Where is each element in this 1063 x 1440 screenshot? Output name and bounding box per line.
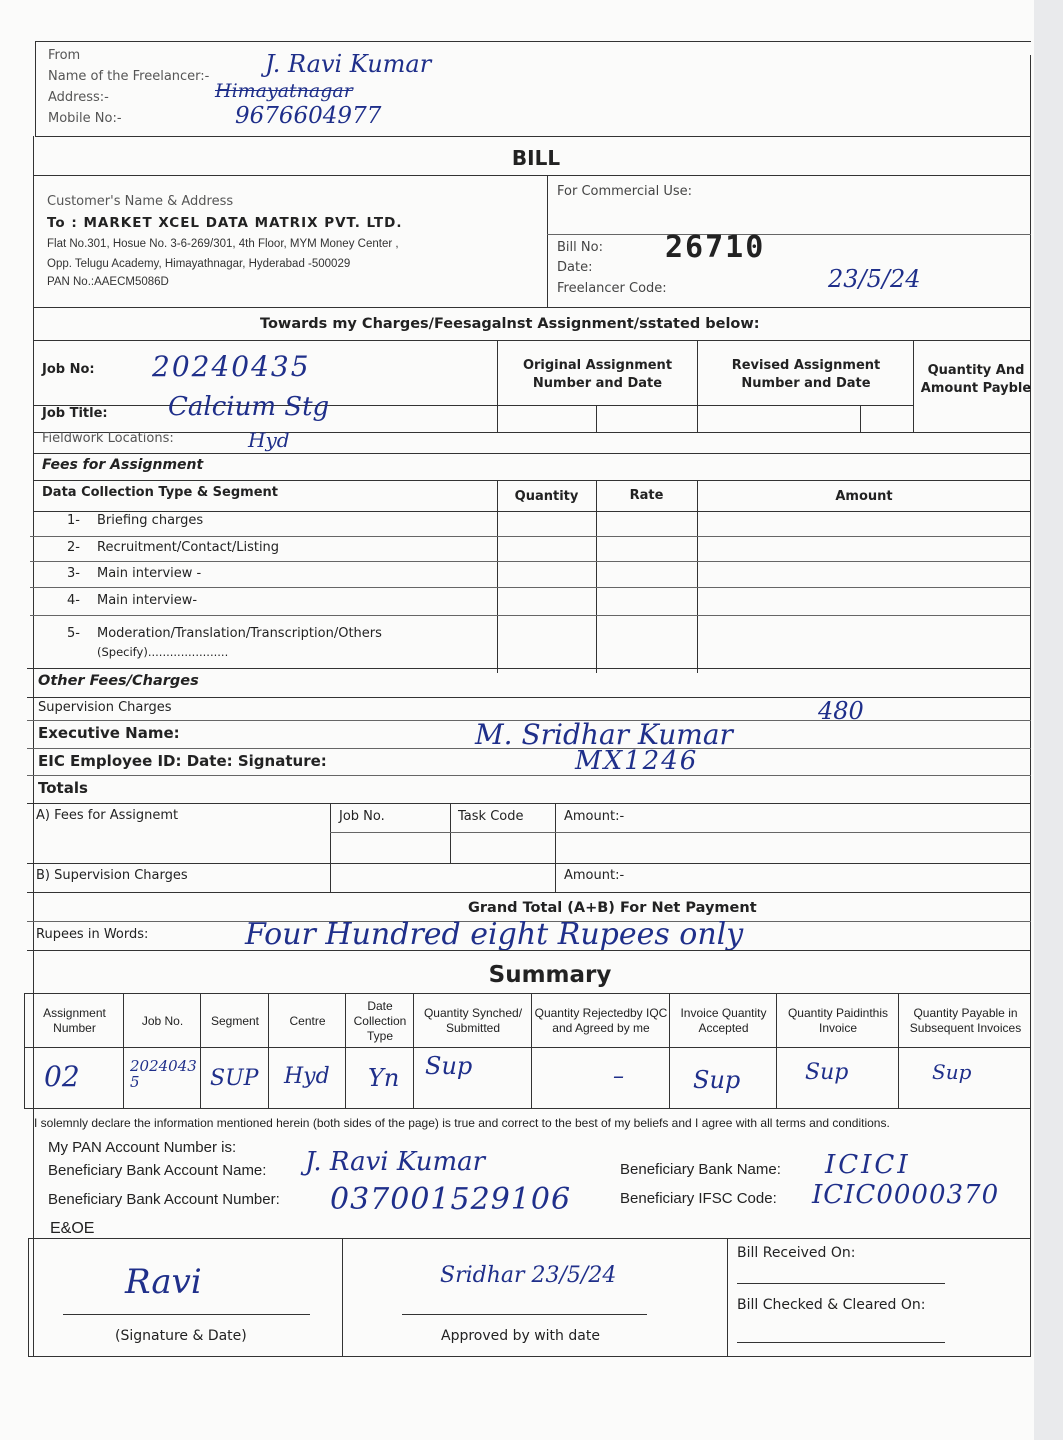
divider-vertical	[913, 340, 914, 432]
totals-task-code: Task Code	[458, 809, 524, 824]
bill-no-label: Bill No:	[557, 240, 603, 255]
job-title-value: Calcium Stg	[168, 392, 330, 422]
fee-item-5-specify: (Specify)......................	[97, 645, 229, 659]
summary-header-qty-paid: Quantity Paidinthis Invoice	[787, 1006, 889, 1035]
freelancer-signature: Ravi	[125, 1262, 202, 1302]
divider	[33, 453, 1031, 454]
summary-value-segment: SUP	[210, 1066, 259, 1091]
divider-vertical	[24, 993, 25, 1108]
fee-item-1-label: Briefing charges	[97, 513, 204, 528]
summary-value-qty-payable: Sup	[932, 1060, 972, 1084]
divider	[28, 1238, 1031, 1239]
ifsc-value: ICIC0000370	[812, 1180, 1000, 1210]
divider-vertical	[28, 1238, 29, 1356]
divider	[33, 480, 1031, 481]
fee-item-5-num: 5-	[67, 626, 80, 641]
divider-vertical	[342, 1238, 343, 1356]
dc-header: Data Collection Type & Segment	[42, 485, 278, 500]
from-label: From	[48, 48, 81, 63]
totals-job-no: Job No.	[339, 809, 385, 824]
pan-account-label: My PAN Account Number is:	[48, 1139, 237, 1156]
divider-vertical	[596, 405, 597, 432]
divider-vertical	[776, 993, 777, 1108]
ifsc-label: Beneficiary IFSC Code:	[620, 1190, 777, 1207]
divider-vertical	[898, 993, 899, 1108]
rupees-words-label: Rupees in Words:	[36, 927, 149, 942]
bill-title: BILL	[511, 146, 561, 170]
divider	[33, 432, 1031, 433]
summary-value-qty-rejected: –	[613, 1064, 624, 1089]
supervision-label: Supervision Charges	[38, 700, 172, 715]
summary-header-segment: Segment	[210, 1013, 260, 1028]
approval-line	[402, 1314, 647, 1315]
divider-vertical	[555, 803, 556, 892]
divider-vertical	[497, 340, 498, 432]
totals-heading: Totals	[38, 779, 88, 797]
grand-total-label: Grand Total (A+B) For Net Payment	[468, 900, 757, 916]
customer-address-1: Flat No.301, Hosue No. 3-6-269/301, 4th Floor, MYM Money Center ,	[47, 238, 399, 250]
date-value: 23/5/24	[828, 265, 921, 293]
divider	[30, 587, 1030, 588]
summary-header-invoice-qty: Invoice Quantity Accepted	[680, 1006, 767, 1035]
summary-header-qty-rejected: Quantity Rejectedby IQC and Agreed by me	[534, 1006, 668, 1035]
bank-account-number-label: Beneficiary Bank Account Number:	[48, 1191, 280, 1208]
freelancer-name-label: Name of the Freelancer:-	[48, 69, 210, 84]
mobile-value: 9676604977	[235, 103, 382, 129]
divider	[33, 175, 1031, 176]
divider	[547, 234, 1031, 235]
divider	[27, 803, 1031, 804]
fieldwork-value: Hyd	[248, 428, 290, 452]
divider-vertical	[596, 480, 597, 673]
divider-vertical	[669, 993, 670, 1108]
job-no-label: Job No:	[42, 362, 95, 377]
divider-vertical	[345, 993, 346, 1108]
address-label: Address:-	[48, 90, 109, 105]
freelancer-name-value: J. Ravi Kumar	[265, 50, 432, 78]
bill-checked-label: Bill Checked & Cleared On:	[737, 1297, 926, 1313]
summary-header-date-collection: Date Collection Type	[353, 998, 407, 1043]
bill-no-value: 26710	[665, 230, 766, 265]
fees-heading: Fees for Assignment	[42, 457, 204, 473]
bank-name-value: ICICI	[825, 1150, 911, 1180]
divider	[33, 511, 1031, 512]
fee-item-1-num: 1-	[67, 513, 80, 528]
quantity-header: Quantity	[514, 489, 579, 504]
divider	[24, 993, 1031, 994]
bill-received-label: Bill Received On:	[737, 1245, 856, 1261]
eic-label: EIC Employee ID: Date: Signature:	[38, 752, 327, 770]
freelancer-code-label: Freelancer Code:	[557, 281, 667, 296]
summary-value-job-no: 20240435	[130, 1057, 197, 1091]
fieldwork-label: Fieldwork Locations:	[42, 431, 174, 446]
divider	[30, 561, 1030, 562]
divider-vertical	[450, 803, 451, 863]
divider	[27, 697, 1031, 698]
divider-vertical	[497, 480, 498, 673]
divider	[35, 136, 1031, 137]
summary-header-job-no: Job No.	[141, 1013, 184, 1028]
bank-name-label: Beneficiary Bank Name:	[620, 1161, 781, 1178]
divider-vertical	[697, 340, 698, 432]
customer-pan: PAN No.:AAECM5086D	[47, 276, 169, 288]
summary-header-qty-synched: Quantity Synched/ Submitted	[423, 1006, 523, 1035]
supervision-charges-total-label: B) Supervision Charges	[36, 868, 188, 883]
supervision-value: 480	[818, 697, 864, 725]
summary-header-qty-payable: Quantity Payable in Subsequent Invoices	[909, 1006, 1022, 1035]
summary-value-centre: Hyd	[284, 1064, 330, 1089]
received-line	[737, 1283, 945, 1284]
summary-value-assignment: 02	[44, 1060, 80, 1093]
summary-value-qty-paid: Sup	[805, 1060, 849, 1085]
customer-address-2: Opp. Telugu Academy, Himayathnagar, Hyderabad -500029	[47, 258, 351, 270]
divider	[30, 536, 1030, 537]
bank-account-name-label: Beneficiary Bank Account Name:	[48, 1162, 267, 1179]
divider	[27, 748, 1031, 749]
fee-item-4-num: 4-	[67, 593, 80, 608]
divider	[33, 405, 913, 406]
summary-header-centre: Centre	[289, 1013, 326, 1028]
towards-heading: Towards my Charges/Feesagalnst Assignment/sstated below:	[260, 316, 760, 332]
bank-account-number-value: 037001529106	[330, 1182, 572, 1217]
border-left-main	[33, 136, 34, 1356]
divider	[27, 863, 1031, 864]
fees-for-assignment-label: A) Fees for Assignemt	[36, 808, 179, 823]
quantity-amount-header: Quantity And Amount Payble	[920, 363, 1032, 396]
approved-by-label: Approved by with date	[441, 1328, 600, 1344]
divider	[330, 832, 1030, 833]
fee-item-4-label: Main interview-	[97, 593, 198, 608]
eoe-label: E&OE	[50, 1220, 95, 1237]
signature-line	[63, 1314, 310, 1315]
totals-amount-a: Amount:-	[564, 809, 625, 824]
border-right	[1030, 55, 1031, 1357]
amount-header: Amount	[835, 489, 893, 504]
divider	[27, 668, 1031, 669]
fee-item-3-label: Main interview -	[97, 566, 202, 581]
rate-header: Rate	[629, 488, 664, 503]
date-label: Date:	[557, 260, 593, 275]
summary-header-assignment: Assignment Number	[43, 1006, 106, 1035]
fee-item-3-num: 3-	[67, 566, 80, 581]
divider	[33, 307, 1031, 308]
original-assignment-header: Original Assignment Number and Date	[522, 358, 673, 391]
executive-name-value: M. Sridhar Kumar	[475, 718, 733, 751]
declaration-text: I solemnly declare the information mentioned herein (both sides of the page) is true and correct to the best of my beliefs and I agree with all terms and conditions.	[34, 1116, 890, 1130]
job-no-value: 20240435	[152, 350, 311, 383]
divider-vertical	[547, 175, 548, 307]
divider-vertical	[531, 993, 532, 1108]
rupees-words-value: Four Hundred eight Rupees only	[245, 917, 744, 952]
revised-assignment-header: Revised Assignment Number and Date	[731, 358, 881, 391]
fee-item-2-num: 2-	[67, 540, 80, 555]
divider	[27, 892, 1031, 893]
signature-date-label: (Signature & Date)	[115, 1328, 247, 1344]
border-left	[35, 41, 36, 136]
divider	[33, 340, 1031, 341]
divider-vertical	[200, 993, 201, 1108]
mobile-label: Mobile No:-	[48, 111, 122, 126]
divider	[27, 775, 1031, 776]
fee-item-5-label: Moderation/Translation/Transcription/Others	[97, 626, 382, 641]
approver-signature: Sridhar 23/5/24	[440, 1263, 617, 1288]
divider-vertical	[268, 993, 269, 1108]
divider-vertical	[123, 993, 124, 1108]
divider	[24, 1047, 1031, 1048]
border-top	[35, 41, 1031, 42]
job-title-label: Job Title:	[42, 406, 108, 421]
summary-title: Summary	[488, 962, 612, 988]
divider-vertical	[697, 480, 698, 673]
totals-amount-b: Amount:-	[564, 868, 625, 883]
divider-vertical	[860, 405, 861, 432]
address-value: Himayatnagar	[215, 80, 353, 102]
border-bottom	[28, 1356, 1031, 1357]
checked-line	[737, 1342, 945, 1343]
other-fees-heading: Other Fees/Charges	[38, 673, 199, 689]
divider	[24, 1108, 1031, 1109]
divider-vertical	[413, 993, 414, 1108]
summary-value-date-collection: Yn	[368, 1064, 400, 1092]
commercial-label: For Commercial Use:	[557, 184, 692, 199]
divider	[27, 950, 1031, 951]
bank-account-name-value: J. Ravi Kumar	[305, 1147, 486, 1177]
divider	[30, 615, 1030, 616]
executive-name-label: Executive Name:	[38, 724, 180, 742]
summary-value-invoice-qty: Sup	[693, 1066, 741, 1094]
summary-value-qty-synched: Sup	[425, 1052, 473, 1080]
fee-item-2-label: Recruitment/Contact/Listing	[97, 540, 280, 555]
divider-vertical	[727, 1238, 728, 1356]
customer-heading: Customer's Name & Address	[47, 194, 234, 209]
customer-to: To : MARKET XCEL DATA MATRIX PVT. LTD.	[47, 215, 403, 231]
eic-value: MX1246	[575, 746, 699, 776]
divider-vertical	[330, 803, 331, 892]
